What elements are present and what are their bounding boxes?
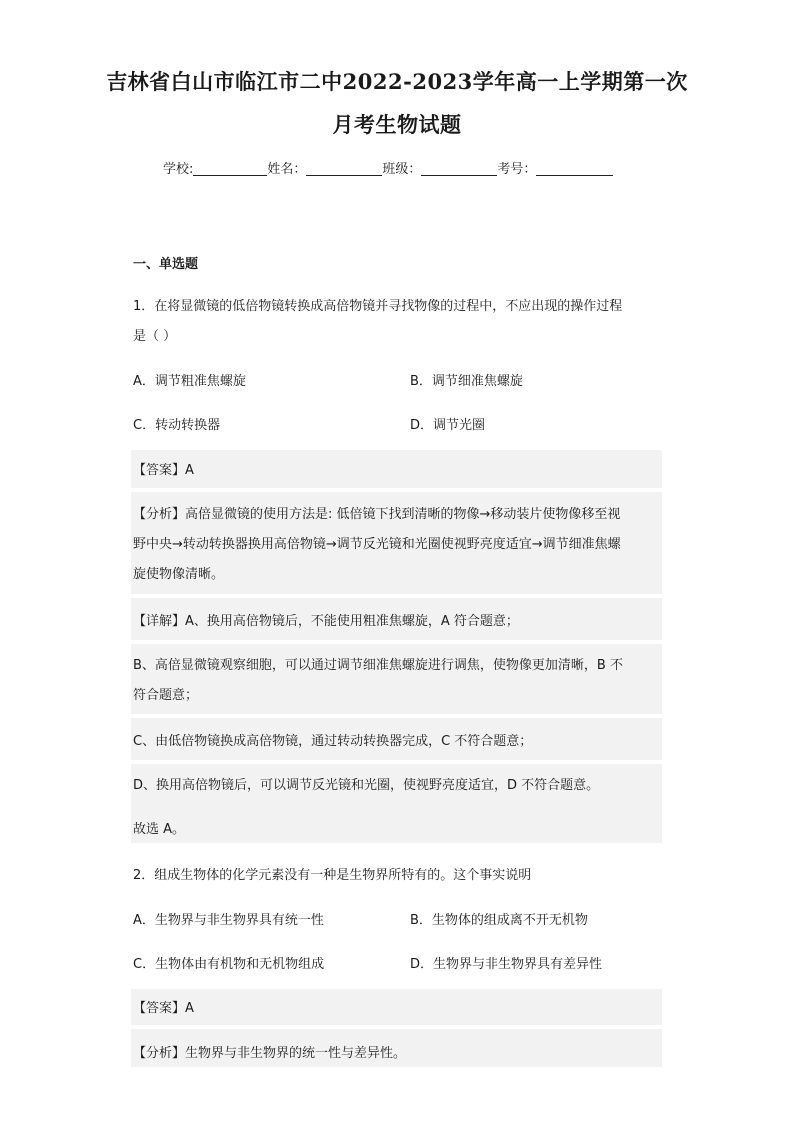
q2-solution-box (131, 989, 662, 1067)
name-blank (306, 161, 382, 176)
q2-option-a: A．生物界与非生物界具有统一性 (133, 913, 324, 928)
q1-option-a: A．调节粗准焦螺旋 (133, 374, 246, 389)
divider (131, 594, 662, 598)
q1-solution-box (131, 450, 662, 843)
exam-no-blank (536, 161, 613, 176)
q1-option-d: D．调节光圈 (410, 418, 486, 433)
q1-detail-line-1: 【详解】A、换用高倍物镜后，不能使用粗准焦螺旋，A 符合题意； (133, 614, 519, 629)
q1-detail-line-2: B、高倍显微镜观察细胞，可以通过调节细准焦螺旋进行调焦，使物像更加清晰，B 不 (133, 658, 623, 673)
school-label: 学校: (163, 162, 194, 177)
q1-stem-line-1: 1．在将显微镜的低倍物镜转换成高倍物镜并寻找物像的过程中，不应出现的操作过程 (133, 299, 623, 314)
q1-detail-line-3: 符合题意； (133, 688, 199, 703)
q2-answer: 【答案】A (133, 1001, 194, 1016)
title-line-1: 吉林省白山市临江市二中2022-2023学年高一上学期第一次 (106, 69, 688, 94)
q1-answer: 【答案】A (133, 463, 194, 478)
q2-option-c: C．生物体由有机物和无机物组成 (133, 957, 325, 972)
q1-detail-line-4: C、由低倍物镜换成高倍物镜，通过转动转换器完成，C 不符合题意； (133, 734, 533, 749)
divider (131, 488, 662, 492)
q1-analysis-line-2: 野中央→转动转换器换用高倍物镜→调节反光镜和光圈使视野亮度适宜→调节细准焦螺 (133, 537, 621, 552)
divider (131, 714, 662, 718)
q1-conclusion: 故选 A。 (133, 822, 186, 837)
q2-option-d: D．生物界与非生物界具有差异性 (410, 957, 603, 972)
q1-option-b: B．调节细准焦螺旋 (410, 374, 523, 389)
class-label: 班级： (382, 162, 422, 177)
q1-stem-line-2: 是（ ） (133, 329, 177, 344)
q2-analysis: 【分析】生物界与非生物界的统一性与差异性。 (133, 1046, 407, 1061)
q2-stem: 2．组成生物体的化学元素没有一种是生物界所特有的。这个事实说明 (133, 868, 532, 883)
q1-detail-line-5: D、换用高倍物镜后，可以调节反光镜和光圈，使视野亮度适宜，D 不符合题意。 (133, 778, 600, 793)
section-heading: 一、单选题 (133, 257, 199, 272)
divider (131, 1025, 662, 1029)
divider (131, 760, 662, 764)
divider (131, 640, 662, 644)
title-line-2: 月考生物试题 (332, 112, 462, 137)
name-label: 姓名： (267, 162, 307, 177)
q1-analysis-line-1: 【分析】高倍显微镜的使用方法是: 低倍镜下找到清晰的物像→移动装片使物像移至视 (133, 507, 621, 522)
q1-option-c: C．转动转换器 (133, 418, 221, 433)
school-blank (193, 161, 267, 176)
exam-no-label: 考号： (497, 162, 537, 177)
q1-analysis-line-3: 旋使物像清晰。 (133, 567, 225, 582)
student-info-line (163, 158, 613, 177)
q2-option-b: B．生物体的组成离不开无机物 (410, 913, 588, 928)
class-blank (421, 161, 497, 176)
